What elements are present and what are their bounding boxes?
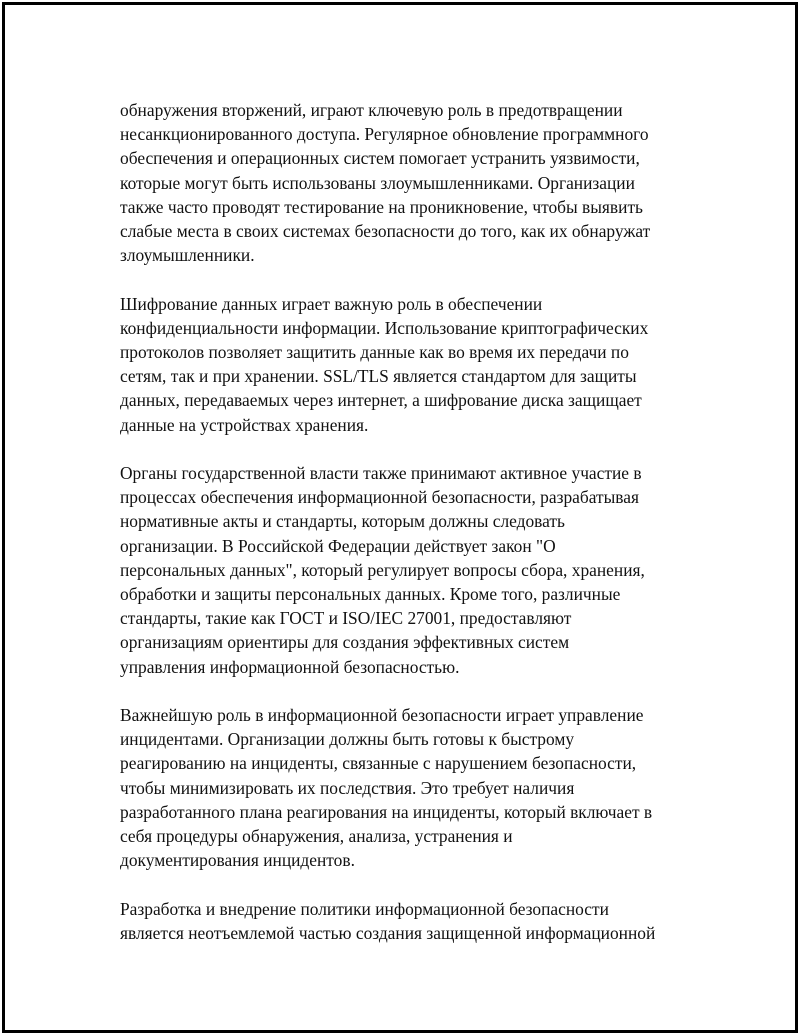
paragraph-encryption: Шифрование данных играет важную роль в обеспечении конфиденциальности информации. Использование криптографических протоколов позволяет защитить данные как во время их передачи по сетям, так и при хранении. SSL/TLS является стандартом для защиты данных, передаваемых через интернет, а шифрование диска защищает данные на устройствах хранения. — [120, 293, 649, 435]
paragraph-intrusion-detection: обнаружения вторжений, играют ключевую роль в предотвращении несанкционированного доступа. Регулярное обновление программного обеспечения и операционных систем помогает устранить уязвимости, которые могут быть использованы злоумышленниками. Организации также часто проводят тестирование на проникновение, чтобы выявить слабые места в своих системах безопасности до того, как их обнаружат злоумышленники. — [120, 100, 651, 266]
document-page — [2, 2, 798, 1033]
document-body — [120, 98, 700, 969]
paragraph-government-regulation: Органы государственной власти также принимают активное участие в процессах обеспечения информационной безопасности, разрабатывая нормативные акты и стандарты, которым должны следовать организации. В Российской Федерации действует закон "О персональных данных", который регулирует вопросы сбора, хранения, обработки и защиты персональных данных. Кроме того, различные стандарты, такие как ГОСТ и ISO/IEC 27001, предоставляют организациям ориентиры для создания эффективных систем управления информационной безопасностью. — [120, 463, 645, 677]
paragraph-incident-management: Важнейшую роль в информационной безопасности играет управление инцидентами. Организации должны быть готовы к быстрому реагированию на инциденты, связанные с нарушением безопасности, чтобы минимизировать их последствия. Это требует наличия разработанного плана реагирования на инциденты, который включает в себя процедуры обнаружения, анализа, устранения и документирования инцидентов. — [120, 705, 653, 871]
paragraph-security-policy: Разработка и внедрение политики информационной безопасности является неотъемлемой частью создания защищенной информационной — [120, 898, 656, 943]
